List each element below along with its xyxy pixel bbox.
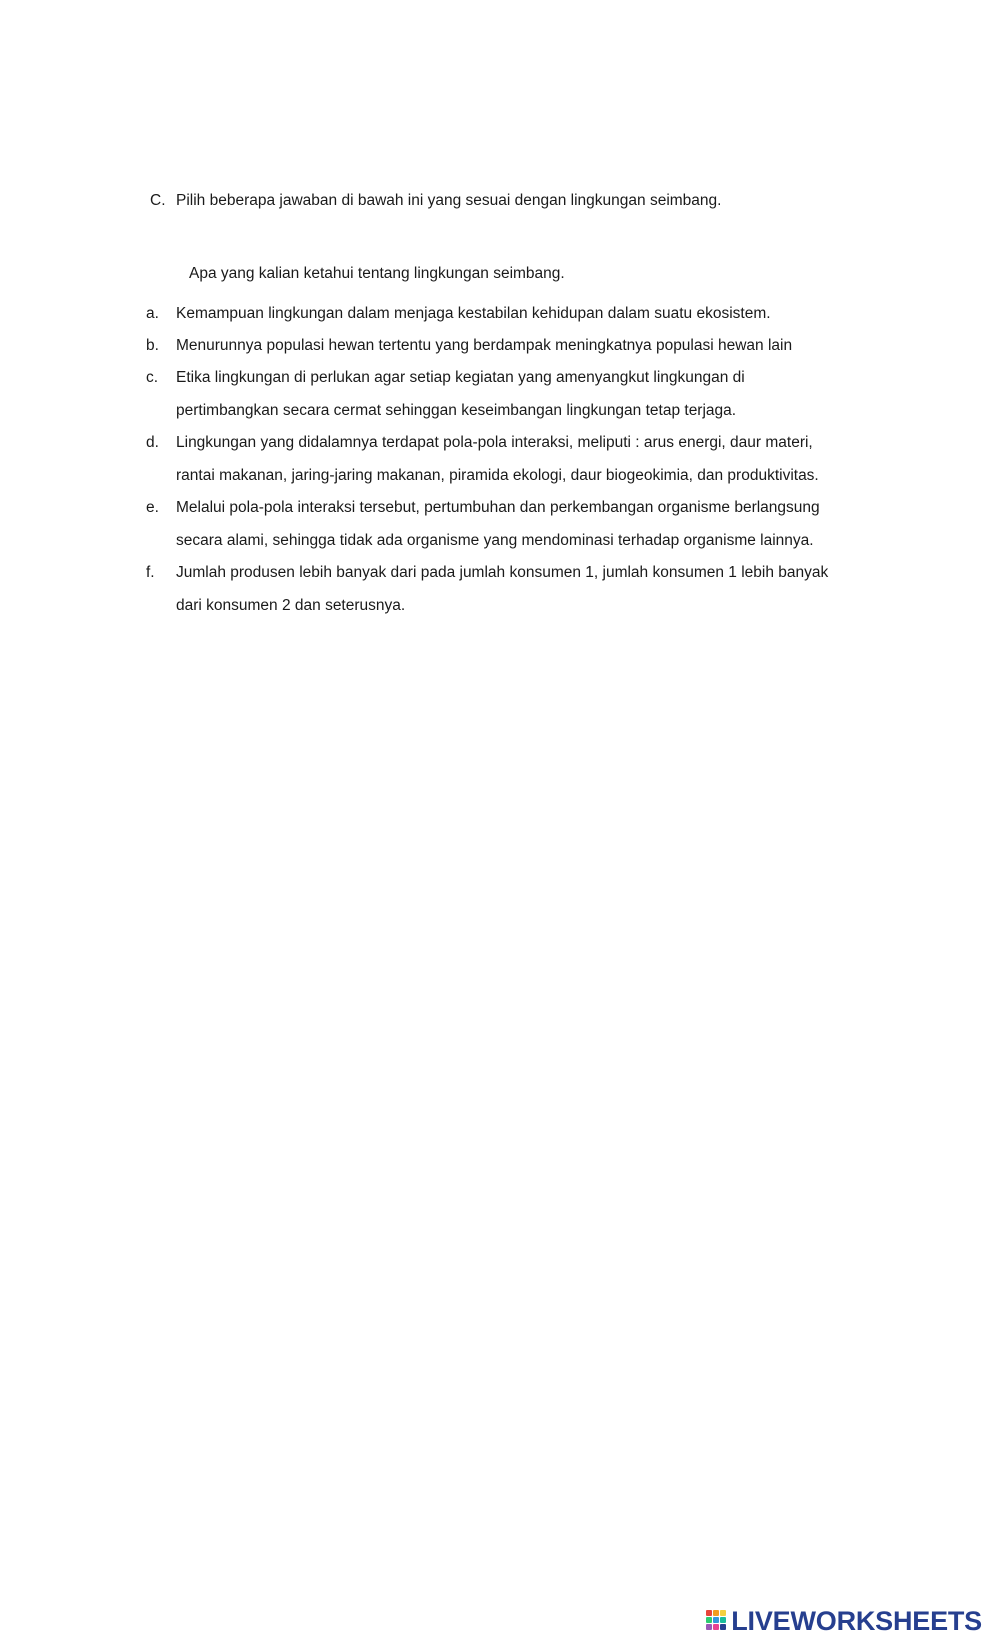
answer-option[interactable] — [146, 426, 886, 492]
logo-tile — [706, 1617, 712, 1623]
option-text-line: pertimbangkan secara cermat sehinggan keseimbangan lingkungan tetap terjaga. — [176, 402, 737, 419]
option-letter: c. — [146, 369, 159, 386]
logo-tile — [706, 1610, 712, 1616]
logo-tile — [720, 1624, 726, 1630]
option-text-line: Melalui pola-pola interaksi tersebut, pertumbuhan dan perkembangan organisme berlangsung — [176, 499, 820, 516]
option-text-line: secara alami, sehingga tidak ada organisme yang mendominasi terhadap organisme lainnya. — [176, 532, 814, 549]
option-text-line: rantai makanan, jaring-jaring makanan, piramida ekologi, daur biogeokimia, dan produktivitas. — [176, 467, 819, 484]
brand-watermark — [706, 1607, 982, 1635]
section-marker: C. — [150, 192, 166, 209]
option-text-line: dari konsumen 2 dan seterusnya. — [176, 597, 406, 614]
logo-tile — [706, 1624, 712, 1630]
answer-option[interactable] — [146, 361, 886, 427]
option-letter: e. — [146, 499, 159, 516]
answer-options-list — [146, 297, 886, 621]
option-text-line: Jumlah produsen lebih banyak dari pada jumlah konsumen 1, jumlah konsumen 1 lebih banyak — [176, 564, 829, 581]
option-text-line: Lingkungan yang didalamnya terdapat pola-pola interaksi, meliputi : arus energi, daur materi, — [176, 434, 813, 451]
option-text-line: Etika lingkungan di perlukan agar setiap kegiatan yang amenyangkut lingkungan di — [176, 369, 745, 386]
section-instruction: Pilih beberapa jawaban di bawah ini yang sesuai dengan lingkungan seimbang. — [176, 192, 722, 209]
answer-option[interactable] — [146, 297, 886, 330]
logo-tile — [713, 1617, 719, 1623]
answer-option[interactable] — [146, 491, 886, 557]
option-letter: f. — [146, 564, 155, 581]
option-text-line: Menurunnya populasi hewan tertentu yang berdampak meningkatnya populasi hewan lain — [176, 337, 793, 354]
section-heading — [150, 191, 721, 211]
liveworksheets-grid-icon — [706, 1610, 728, 1632]
answer-option[interactable] — [146, 556, 886, 622]
question-text: Apa yang kalian ketahui tentang lingkungan seimbang. — [189, 265, 565, 282]
logo-tile — [713, 1610, 719, 1616]
answer-option[interactable] — [146, 329, 886, 362]
logo-tile — [720, 1617, 726, 1623]
option-letter: d. — [146, 434, 159, 451]
brand-name: LIVEWORKSHEETS — [731, 1606, 982, 1636]
option-text-line: Kemampuan lingkungan dalam menjaga kestabilan kehidupan dalam suatu ekosistem. — [176, 305, 771, 322]
logo-tile — [713, 1624, 719, 1630]
logo-tile — [720, 1610, 726, 1616]
option-letter: a. — [146, 305, 159, 322]
option-letter: b. — [146, 337, 159, 354]
